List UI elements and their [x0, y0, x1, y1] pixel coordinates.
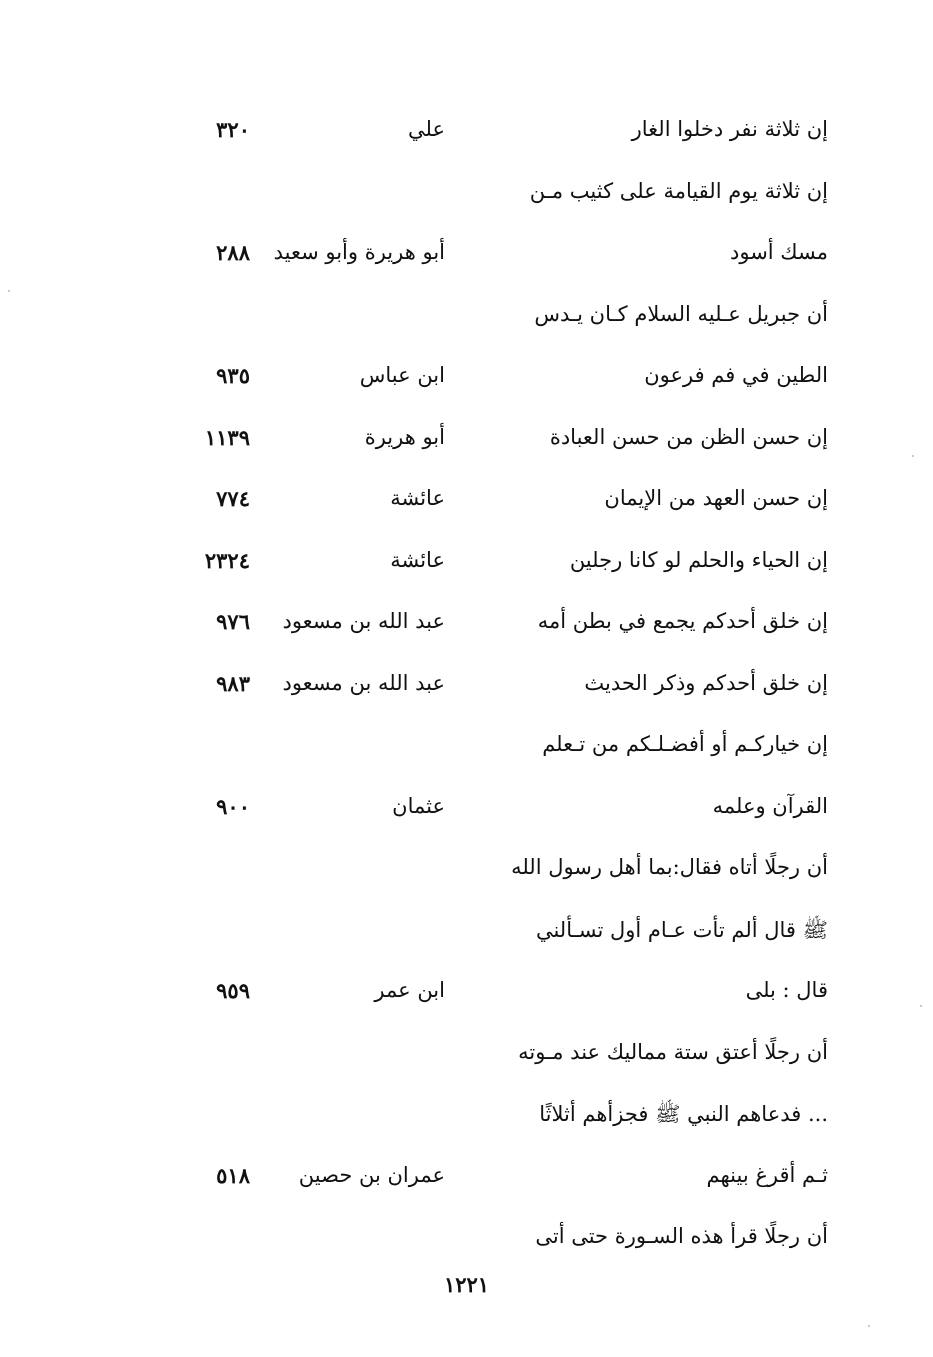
hadith-text: إن الحياء والحلم لو كانا رجلين	[569, 547, 828, 572]
scan-speck	[920, 1005, 922, 1007]
index-row	[0, 964, 933, 1026]
index-row	[0, 1026, 933, 1088]
hadith-number: ٣٢٠	[216, 117, 250, 142]
narrator-name: أبو هريرة	[364, 424, 445, 449]
hadith-text: إن حسن الظن من حسن العبادة	[549, 424, 828, 449]
hadith-number: ٥١٨	[216, 1162, 250, 1188]
narrator-name: أبو هريرة وأبو سعيد	[273, 240, 445, 264]
scan-speck	[868, 1325, 870, 1327]
index-row	[0, 903, 933, 965]
hadith-text: إن ثلاثة يوم القيامة على كثيب مـن	[529, 178, 828, 203]
hadith-number: ٩٣٥	[216, 363, 250, 388]
hadith-text: أن رجلًا أتاه فقال:بما أهل رسول الله	[511, 855, 828, 879]
hadith-text: إن خلق أحدكم يجمع في بطن أمه	[537, 609, 828, 633]
hadith-text: قال : بلى	[745, 978, 828, 1002]
hadith-text: إن ثلاثة نفر دخلوا الغار	[631, 117, 828, 141]
index-row	[0, 349, 933, 411]
hadith-number: ٩٧٦	[216, 609, 250, 634]
page-number: ١٢٢١	[443, 1272, 490, 1297]
hadith-text: ﷺ قال ألم تأت عـام أول تسـألني	[535, 917, 828, 942]
narrator-name: عائشة	[390, 486, 445, 510]
index-row	[0, 103, 933, 165]
narrator-name: عبد الله بن مسعود	[282, 670, 445, 695]
index-row	[0, 595, 933, 657]
index-row	[0, 780, 933, 842]
hadith-text: إن خياركـم أو أفضـلـكم من تـعلم	[542, 732, 828, 756]
narrator-name: ابن عباس	[359, 363, 445, 387]
hadith-text: القرآن وعلمه	[712, 793, 828, 818]
hadith-text: ثـم أقرغ بينهم	[706, 1162, 828, 1187]
hadith-number: ٢٣٢٤	[204, 547, 250, 573]
index-row	[0, 472, 933, 534]
index-row	[0, 1149, 933, 1211]
hadith-text: أن جبريل عـليه السلام كـان يـدس	[534, 301, 828, 326]
hadith-number: ٩٥٩	[216, 978, 250, 1003]
hadith-text: أن رجلًا أعتق ستة مماليك عند مـوته	[518, 1039, 828, 1064]
hadith-index-list	[0, 103, 933, 1272]
narrator-name: عثمان	[392, 793, 445, 818]
hadith-text: مسك أسود	[730, 240, 828, 264]
hadith-text: أن رجلًا قرأ هذه السـورة حتى أتى	[535, 1224, 828, 1248]
index-row	[0, 841, 933, 903]
hadith-text: ... فدعاهم النبي ﷺ فجزأهم أثلاثًا	[539, 1102, 828, 1126]
hadith-text: إن حسن العهد من الإيمان	[604, 486, 828, 510]
index-row	[0, 534, 933, 596]
scan-speck	[8, 290, 10, 292]
scan-speck	[912, 455, 914, 457]
hadith-number: ٩٠٠	[216, 793, 250, 819]
index-row	[0, 411, 933, 473]
hadith-text: إن خلق أحدكم وذكر الحديث	[584, 670, 828, 695]
narrator-name: عائشة	[390, 547, 445, 572]
index-row	[0, 288, 933, 350]
index-row	[0, 657, 933, 719]
index-row	[0, 165, 933, 227]
narrator-name: عمران بن حصين	[298, 1162, 445, 1187]
index-row	[0, 1087, 933, 1149]
narrator-name: عبد الله بن مسعود	[282, 609, 445, 633]
hadith-number: ٩٨٣	[216, 670, 250, 696]
hadith-number: ٢٨٨	[216, 240, 250, 265]
index-row	[0, 718, 933, 780]
narrator-name: ابن عمر	[374, 978, 445, 1002]
index-row	[0, 226, 933, 288]
hadith-text: الطين في فم فرعون	[644, 363, 828, 387]
hadith-number: ١١٣٩	[204, 424, 250, 450]
hadith-number: ٧٧٤	[216, 486, 250, 511]
narrator-name: علي	[408, 117, 445, 141]
index-row	[0, 1210, 933, 1272]
